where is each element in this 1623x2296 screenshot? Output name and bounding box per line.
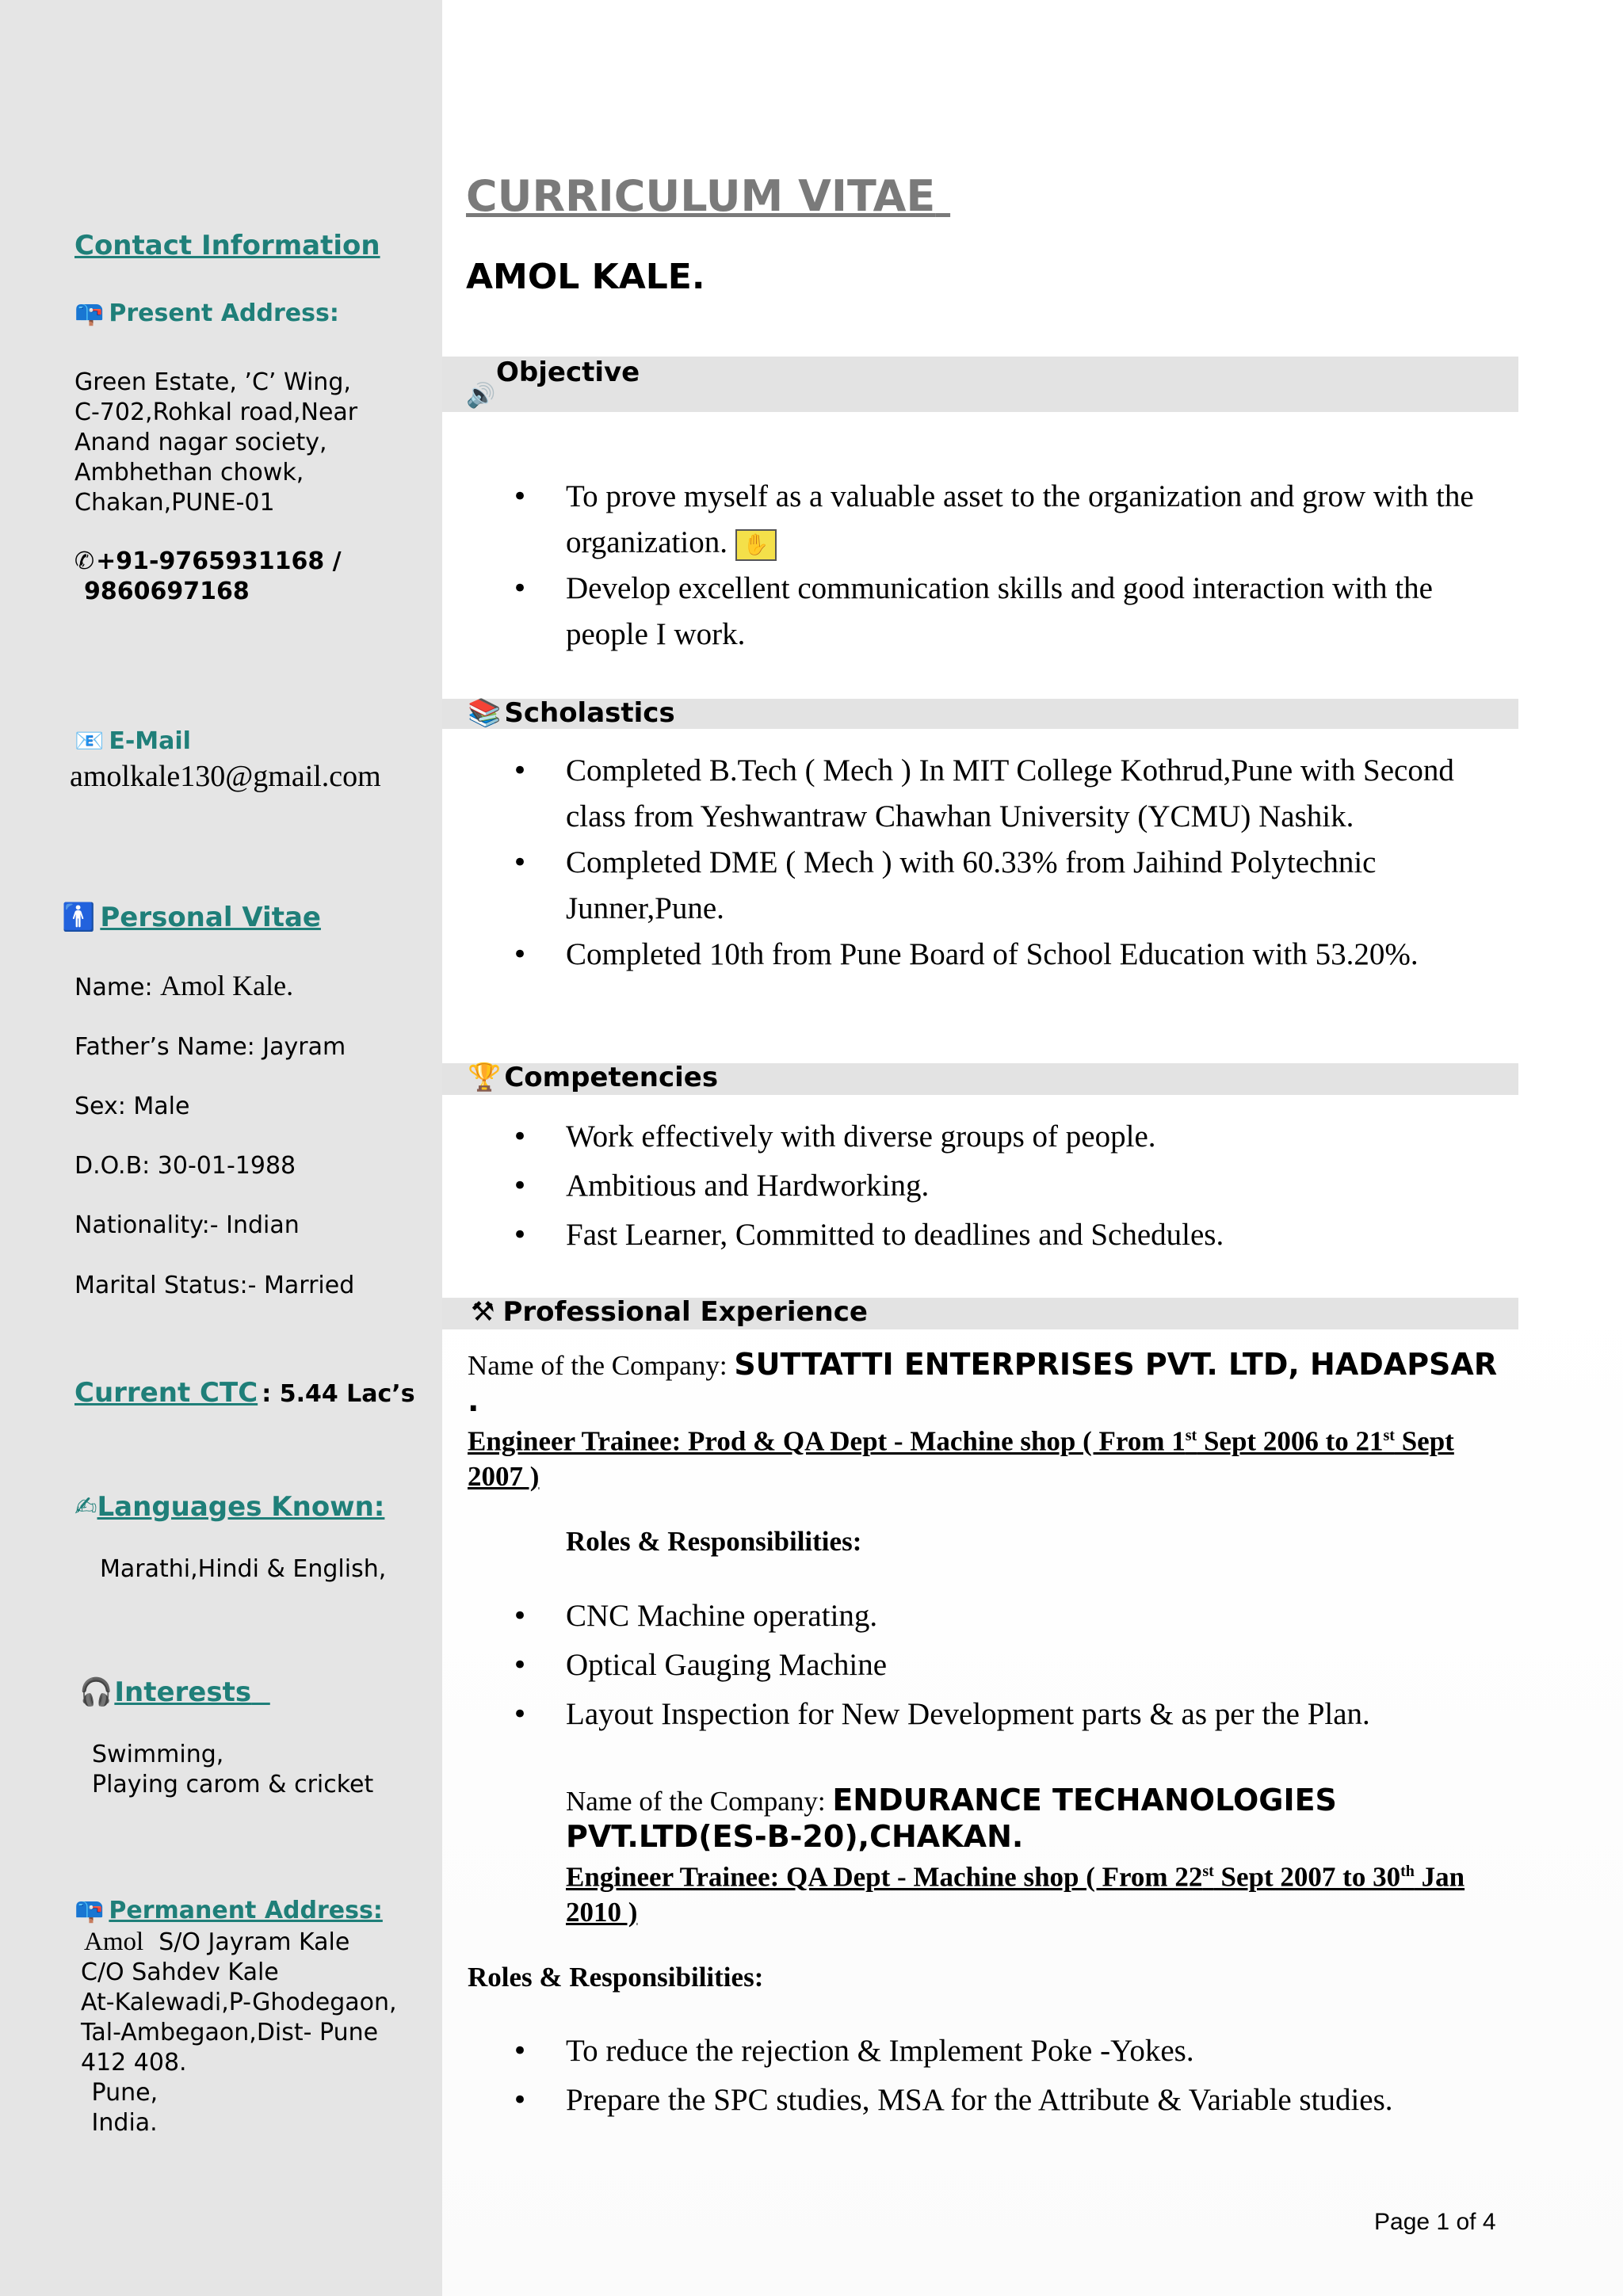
interests-list xyxy=(92,1740,373,1800)
company-1-name: SUTTATTI ENTERPRISES PVT. LTD, HADAPSAR . xyxy=(468,1347,1498,1418)
permanent-address-label xyxy=(74,1897,383,1924)
experience-heading xyxy=(471,1296,868,1328)
list-item xyxy=(468,566,1522,658)
email-label-text: E-Mail xyxy=(109,727,191,755)
present-address-label-text: Present Address: xyxy=(109,299,339,327)
current-ctc xyxy=(74,1377,415,1409)
present-address-label xyxy=(74,299,339,327)
scholastics-list xyxy=(468,748,1498,978)
role-2-part: Sept 2007 to 30 xyxy=(1213,1861,1401,1893)
list-item: • Completed 10th from Pune Board of School Education with 53.20%. xyxy=(468,932,1498,978)
roles-heading-1: Roles & Responsibilities: xyxy=(566,1526,862,1557)
address-line: At-Kalewadi,P-Ghodegaon, xyxy=(81,1989,397,2016)
languages-heading-text: Languages Known: xyxy=(97,1491,385,1523)
role-2-part: Jan 2010 ) xyxy=(566,1861,1465,1928)
role-1-sup: st xyxy=(1185,1427,1197,1444)
list-item: • Completed B.Tech ( Mech ) In MIT College Kothrud,Pune with Second class from Yeshwantraw Chawhan University (YCMU) Nashik. xyxy=(468,748,1498,840)
address-line: Anand nagar society, xyxy=(74,429,327,456)
email-label xyxy=(74,727,191,755)
address-line: 412 408. xyxy=(81,2049,187,2077)
page-current: 1 xyxy=(1436,2209,1450,2235)
page-title xyxy=(466,171,950,221)
candidate-name: AMOL KALE. xyxy=(466,257,705,297)
company-2 xyxy=(566,1783,1501,1855)
phone-line xyxy=(74,547,342,577)
address-line xyxy=(84,1927,397,1958)
page-label: Page xyxy=(1374,2209,1430,2235)
address-line: C/O Sahdev Kale xyxy=(81,1958,279,1986)
headphones-icon: 🎧 xyxy=(79,1676,113,1708)
objective-heading: Objective xyxy=(496,357,640,388)
page-total: 4 xyxy=(1482,2209,1496,2235)
company-2-name: ENDURANCE TECHANOLOGIES PVT.LTD(ES-B-20),CHAKAN. xyxy=(566,1783,1337,1854)
list-item: • Ambitious and Hardworking. xyxy=(468,1161,1498,1211)
competencies-heading xyxy=(468,1062,718,1093)
permanent-address xyxy=(81,1927,397,2138)
experience-heading-text: Professional Experience xyxy=(502,1296,868,1328)
page-title-text: CURRICULUM VITAE xyxy=(466,171,936,221)
list-item: • Prepare the SPC studies, MSA for the Attribute & Variable studies. xyxy=(468,2076,1498,2125)
tools-icon: ⚒ xyxy=(471,1296,495,1328)
scholastics-heading-text: Scholastics xyxy=(504,697,675,729)
person-icon: 🚹 xyxy=(62,902,96,933)
role-1 xyxy=(468,1418,1498,1494)
speaker-icon: 🔊 xyxy=(466,382,496,410)
interests-heading xyxy=(79,1676,270,1708)
phone-icon: ✆ xyxy=(74,547,95,575)
role-1-part: Sept 2007 ) xyxy=(468,1425,1454,1492)
ctc-label: Current CTC xyxy=(74,1377,258,1409)
interest-item: Playing carom & cricket xyxy=(92,1771,374,1798)
role-2-part: Engineer Trainee: QA Dept - Machine shop ( From 22 xyxy=(566,1861,1203,1893)
role-2-sup: st xyxy=(1202,1863,1214,1880)
phone-number: +91-9765931168 / xyxy=(96,547,342,575)
nationality: Nationality:- Indian xyxy=(74,1211,300,1239)
email-value[interactable]: amolkale130@gmail.com xyxy=(70,760,381,793)
competencies-heading-text: Competencies xyxy=(504,1062,719,1093)
address-line: Pune, xyxy=(84,2079,158,2107)
address-line: C-702,Rohkal road,Near xyxy=(74,399,358,426)
company-label: Name of the Company: xyxy=(566,1786,826,1817)
address-line: Chakan,PUNE-01 xyxy=(74,489,275,517)
list-item: • Fast Learner, Committed to deadlines and Schedules. xyxy=(468,1211,1498,1260)
permanent-first-rest: S/O Jayram Kale xyxy=(158,1928,350,1956)
roles-heading-2: Roles & Responsibilities: xyxy=(468,1962,764,1993)
scholastics-heading xyxy=(468,697,675,729)
address-line: Green Estate, ’C’ Wing, xyxy=(74,368,351,396)
role-1-part: Sept 2006 to 21 xyxy=(1197,1425,1384,1457)
role-1-part: Engineer Trainee: Prod & QA Dept - Machine shop ( From 1 xyxy=(468,1425,1186,1457)
list-item: • Work effectively with diverse groups of people. xyxy=(468,1112,1498,1161)
email-icon: 📧 xyxy=(74,727,105,755)
roles-1-list xyxy=(468,1592,1498,1739)
phone-number-alt: 9860697168 xyxy=(84,578,250,605)
name-label: Name: xyxy=(74,974,153,1001)
ctc-value: : 5.44 Lac’s xyxy=(262,1380,415,1408)
personal-heading-text: Personal Vitae xyxy=(100,902,321,933)
roles-2-list xyxy=(468,2027,1498,2125)
list-item: • Completed DME ( Mech ) with 60.33% from Jaihind Polytechnic Junner,Pune. xyxy=(468,840,1498,932)
personal-heading xyxy=(62,902,321,933)
company-label: Name of the Company: xyxy=(468,1350,727,1381)
mailbox-icon: 📪 xyxy=(74,1897,105,1924)
father-name: Father’s Name: Jayram xyxy=(74,1033,346,1061)
name-row xyxy=(74,971,293,1003)
permanent-address-label-text: Permanent Address: xyxy=(109,1897,383,1924)
objective-list xyxy=(468,474,1522,658)
role-1-sup: st xyxy=(1383,1427,1395,1444)
marital-status: Marital Status:- Married xyxy=(74,1272,355,1299)
interest-item: Swimming, xyxy=(92,1741,224,1768)
page-of: of xyxy=(1456,2209,1476,2235)
list-item: • Layout Inspection for New Development parts & as per the Plan. xyxy=(468,1690,1498,1739)
list-item: • Optical Gauging Machine xyxy=(468,1641,1498,1690)
languages-heading xyxy=(74,1491,384,1523)
handshake-icon: ✋ xyxy=(735,529,777,561)
interests-heading-text: Interests xyxy=(114,1676,252,1708)
present-address xyxy=(74,368,357,518)
role-2 xyxy=(566,1854,1501,1930)
phone-block xyxy=(74,547,342,607)
objective-item-2: Develop excellent communication skills and good interaction with the people I work. xyxy=(566,571,1433,651)
books-icon: 📚 xyxy=(468,697,502,729)
objective-item-1: To prove myself as a valuable asset to the organization and grow with the organization. xyxy=(566,479,1474,559)
dob: D.O.B: 30-01-1988 xyxy=(74,1152,296,1180)
contact-heading: Contact Information xyxy=(74,230,380,261)
page-number xyxy=(1374,2209,1496,2236)
writing-hand-icon: ✍ xyxy=(74,1491,97,1523)
company-1 xyxy=(468,1347,1498,1420)
list-item: • To reduce the rejection & Implement Poke -Yokes. xyxy=(468,2027,1498,2076)
permanent-first-name: Amol xyxy=(84,1928,144,1956)
list-item xyxy=(468,474,1522,566)
sex: Sex: Male xyxy=(74,1093,190,1120)
trophy-icon: 🏆 xyxy=(468,1062,502,1093)
address-line: Tal-Ambegaon,Dist- Pune xyxy=(81,2019,379,2046)
address-line: Ambhethan chowk, xyxy=(74,459,304,486)
role-2-sup: th xyxy=(1400,1863,1415,1880)
competencies-list xyxy=(468,1112,1498,1260)
mailbox-icon: 📪 xyxy=(74,299,105,327)
name-value: Amol Kale. xyxy=(160,970,294,1001)
list-item: • CNC Machine operating. xyxy=(468,1592,1498,1641)
address-line: India. xyxy=(84,2109,158,2137)
languages-value: Marathi,Hindi & English, xyxy=(100,1555,387,1583)
